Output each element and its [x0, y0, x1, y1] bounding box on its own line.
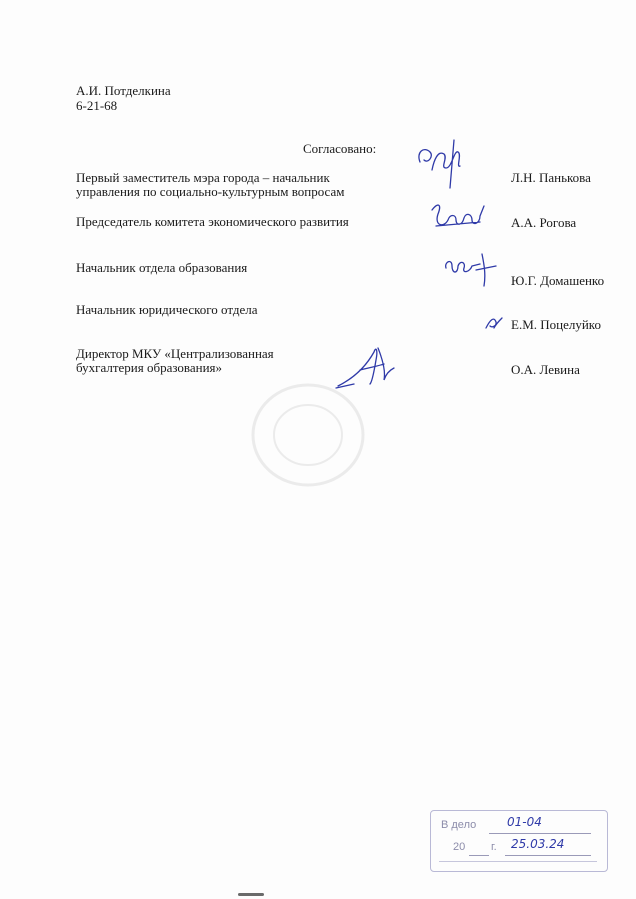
approver-3-position: Начальник отдела образования	[76, 260, 248, 275]
approver-5-position-line1: Директор МКУ «Централизованная	[76, 346, 274, 361]
stamp-year-line	[469, 841, 489, 856]
approver-3-name: Ю.Г. Домашенко	[511, 273, 605, 288]
approver-2-name: А.А. Рогова	[511, 215, 577, 230]
approver-5-name: О.А. Левина	[511, 362, 580, 377]
approver-1-position-line2: управления по социально-культурным вопросам	[76, 184, 345, 199]
stamp-case-number: 01-04	[507, 815, 542, 829]
stamp-bottom-rule	[439, 861, 597, 862]
approver-4-name: Е.М. Поцелуйко	[511, 317, 601, 332]
faint-round-stamp	[248, 380, 368, 490]
signature-potseluyko	[484, 314, 504, 332]
signature-pankova	[410, 130, 470, 190]
approver-1-name: Л.Н. Панькова	[511, 170, 591, 185]
signature-domashenko	[440, 250, 500, 290]
executor-phone: 6-21-68	[76, 98, 118, 113]
executor-name: А.И. Потделкина	[76, 83, 171, 98]
approver-2-position: Председатель комитета экономического развития	[76, 214, 349, 229]
stamp-year-suffix: г.	[491, 841, 497, 853]
registration-stamp	[430, 810, 608, 872]
stamp-case-label: В дело	[441, 819, 477, 831]
approver-5-position-line2: бухгалтерия образования»	[76, 360, 223, 375]
approval-heading: Согласовано:	[303, 141, 377, 156]
stamp-year-prefix: 20	[453, 841, 466, 853]
scan-edge-mark	[238, 893, 264, 896]
approver-4-position: Начальник юридического отдела	[76, 302, 258, 317]
approver-1-position-line1: Первый заместитель мэра города – начальник	[76, 170, 330, 185]
signature-rogova	[428, 200, 498, 234]
stamp-date: 25.03.24	[511, 837, 565, 851]
